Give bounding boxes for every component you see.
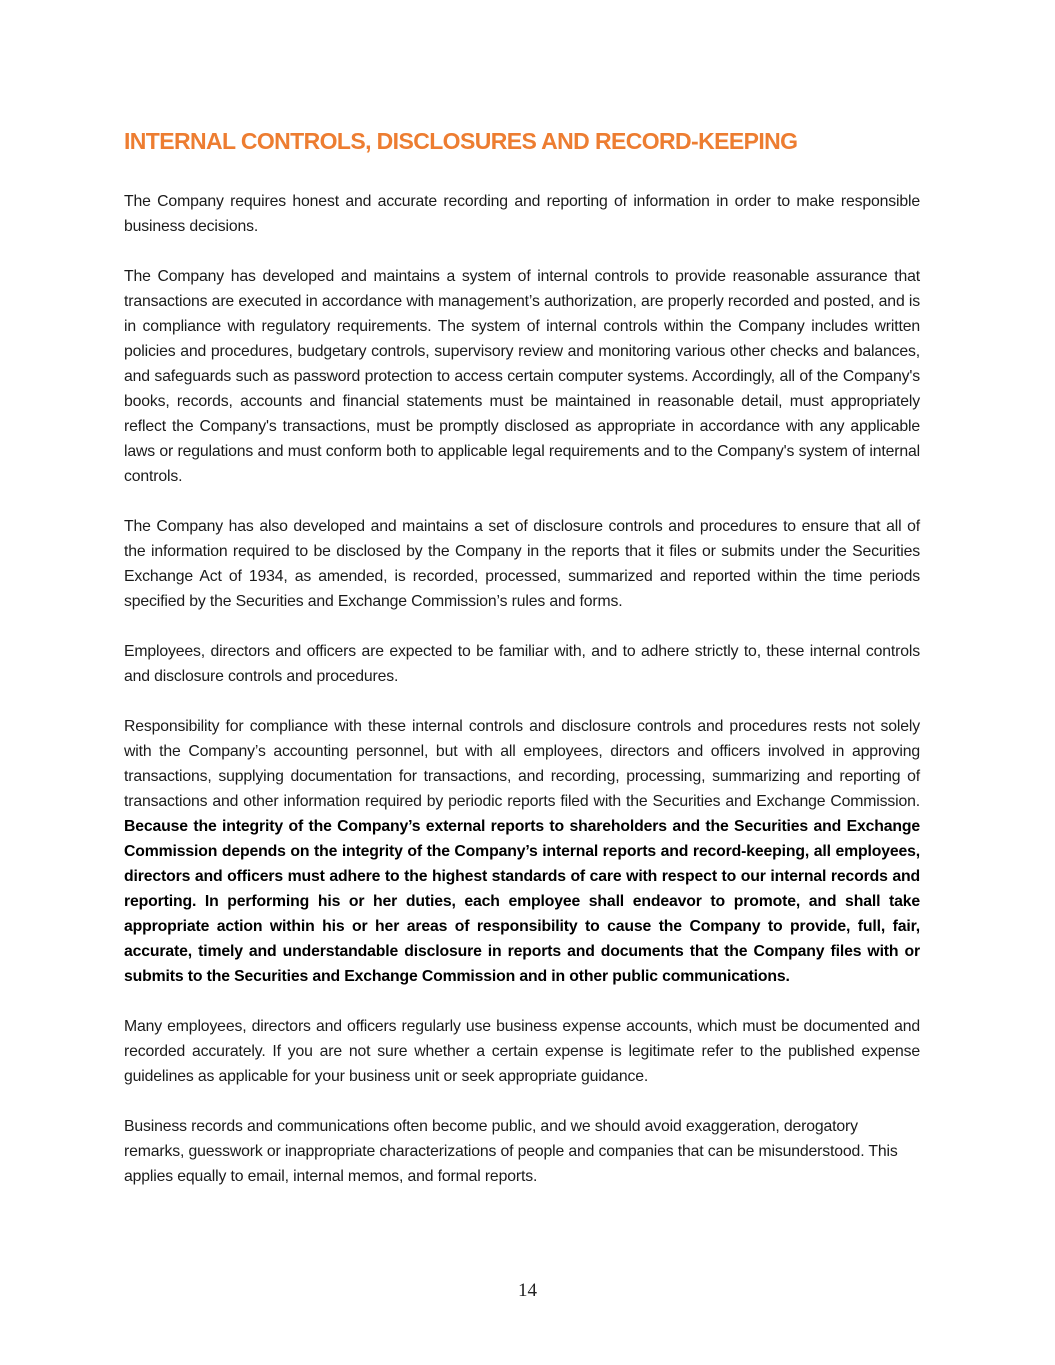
paragraph-business-records: Business records and communications often become public, and we should avoid exaggeration, derogatory remarks, guesswork or inappropriate characterizations of people and companies that can be misunderstood. This applies equally to email, internal memos, and formal reports. xyxy=(124,1118,898,1185)
page-number: 14 xyxy=(518,1280,537,1301)
paragraph-responsibility xyxy=(124,714,920,989)
responsibility-regular-text: Responsibility for compliance with these internal controls and disclosure controls and procedures rests not solely with the Company’s accounting personnel, but with all employees, directors and officers involved in approving transactions, supplying documentation for transactions, and recording, processing, summarizing and reporting of transactions and other information required by periodic reports filed with the Securities and Exchange Commission. xyxy=(124,718,920,810)
paragraph-disclosure-controls: The Company has also developed and maintains a set of disclosure controls and procedures to ensure that all of the information required to be disclosed by the Company in the reports that it files or submits under the Securities Exchange Act of 1934, as amended, is recorded, processed, summarized and reported within the time periods specified by the Securities and Exchange Commission’s rules and forms. xyxy=(124,518,920,610)
paragraph-internal-controls: The Company has developed and maintains a system of internal controls to provide reasonable assurance that transactions are executed in accordance with management’s authorization, are properly recorded and posted, and is in compliance with regulatory requirements. The system of internal controls within the Company includes written policies and procedures, budgetary controls, supervisory review and monitoring various other checks and balances, and safeguards such as password protection to access certain computer systems. Accordingly, all of the Company's books, records, accounts and financial statements must be maintained in reasonable detail, must appropriately reflect the Company's transactions, must be promptly disclosed as appropriate in accordance with any applicable laws or regulations and must conform both to applicable legal requirements and to the Company's system of internal controls. xyxy=(124,268,920,485)
paragraph-expense-accounts: Many employees, directors and officers regularly use business expense accounts, which must be documented and recorded accurately. If you are not sure whether a certain expense is legitimate refer to the published expense guidelines as applicable for your business unit or seek appropriate guidance. xyxy=(124,1018,920,1085)
page-content xyxy=(124,126,920,1214)
responsibility-bold-text: Because the integrity of the Company’s external reports to shareholders and the Securities and Exchange Commission depends on the integrity of the Company’s internal reports and record-keeping, all employees, directors and officers must adhere to the highest standards of care with respect to our internal records and reporting. In performing his or her duties, each employee shall endeavor to promote, and shall take appropriate action within his or her areas of responsibility to cause the Company to provide, full, fair, accurate, timely and understandable disclosure in reports and documents that the Company files with or submits to the Securities and Exchange Commission and in other public communications. xyxy=(124,818,920,985)
section-heading: INTERNAL CONTROLS, DISCLOSURES AND RECORD-KEEPING xyxy=(124,128,798,154)
paragraph-honest-recording: The Company requires honest and accurate recording and reporting of information in order to make responsible business decisions. xyxy=(124,193,920,235)
paragraph-adherence: Employees, directors and officers are expected to be familiar with, and to adhere strictly to, these internal controls and disclosure controls and procedures. xyxy=(124,643,920,685)
